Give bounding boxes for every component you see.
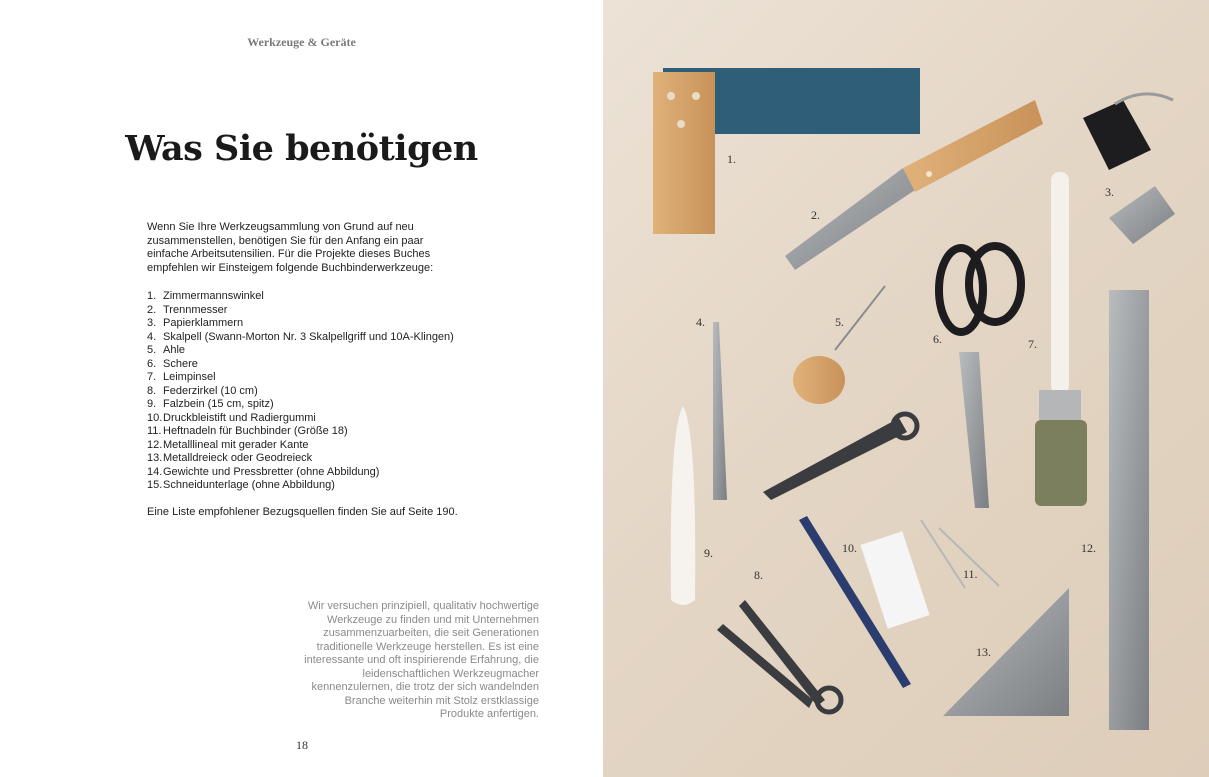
list-item-label: Schere (163, 357, 198, 370)
list-item (147, 479, 454, 493)
list-item (147, 331, 454, 345)
tool-list (147, 290, 454, 493)
awl-icon (793, 286, 885, 404)
list-item-number: 7. (147, 371, 157, 383)
list-item (147, 358, 454, 372)
list-item-number: 6. (147, 357, 157, 370)
binder-clips-icon (1083, 94, 1175, 244)
metal-triangle-icon (943, 588, 1069, 716)
photo-label-6: 6. (933, 332, 942, 346)
list-item-number: 14. (147, 465, 163, 478)
page-number: 18 (296, 738, 308, 752)
tools-illustration (603, 0, 1209, 777)
list-item-number: 3. (147, 317, 157, 329)
scalpel-icon (713, 322, 727, 500)
photo-label-10: 10. (842, 541, 857, 555)
list-item-label: Metalldreieck oder Geodreieck (163, 452, 313, 464)
tools-photo (603, 0, 1209, 777)
list-item-label: Falzbein (15 cm, spitz) (163, 398, 274, 410)
glue-brush-icon (1035, 172, 1087, 506)
list-item-label: Skalpell (Swann-Morton Nr. 3 Skalpellgriff und 10A-Klingen) (163, 330, 454, 343)
page-title: Was Sie benötigen (125, 128, 478, 169)
list-item (147, 452, 454, 466)
list-item-number: 13. (147, 452, 163, 464)
photo-label-9: 9. (704, 546, 713, 560)
list-item-label: Zimmermannswinkel (163, 290, 264, 302)
list-item (147, 466, 454, 480)
list-item-label: Gewichte und Pressbretter (ohne Abbildung) (163, 465, 380, 478)
list-item (147, 344, 454, 358)
list-item (147, 412, 454, 426)
photo-label-3: 3. (1105, 185, 1114, 199)
list-item-number: 8. (147, 384, 157, 397)
list-item-label: Papierklammern (163, 317, 244, 329)
list-item-label: Metalllineal mit gerader Kante (163, 438, 309, 451)
list-item-label: Leimpinsel (163, 371, 216, 383)
photo-label-13: 13. (976, 645, 991, 659)
list-item (147, 371, 454, 385)
list-item (147, 317, 454, 331)
list-item-number: 15. (147, 479, 163, 491)
list-item-number: 9. (147, 398, 157, 410)
list-item-number: 2. (147, 303, 157, 316)
compass-icon (717, 600, 841, 712)
list-item-label: Ahle (163, 344, 186, 356)
photo-label-5: 5. (835, 315, 844, 329)
photo-label-8: 8. (754, 568, 763, 582)
list-item-number: 5. (147, 344, 157, 356)
metal-ruler-icon (1109, 290, 1149, 730)
photo-label-12: 12. (1081, 541, 1096, 555)
photo-label-1: 1. (727, 152, 736, 166)
list-item-number: 10. (147, 411, 163, 424)
list-item (147, 439, 454, 453)
photo-label-7: 7. (1028, 337, 1037, 351)
bone-folder-icon (671, 406, 696, 605)
spring-divider-icon (763, 414, 917, 500)
list-item-number: 4. (147, 330, 157, 343)
list-item-label: Federzirkel (10 cm) (163, 384, 258, 397)
list-item (147, 385, 454, 399)
list-item-label: Trennmesser (163, 303, 228, 316)
binding-needles-icon (921, 520, 999, 588)
pencil-eraser-icon (799, 516, 930, 688)
list-item (147, 304, 454, 318)
pull-quote: Wir versuchen prinzipiell, qualitativ hochwertige Werkzeuge zu finden und mit Unternehmen zusammenzuarbeiten, die seit Generationen traditionelle Werkzeuge herstellen. Es ist eine interessante und oft inspirierende Erfahrung, die leidenschaftlichen Werkzeugmacher kennenzulernen, die trotz der sich wandelnden Branche weiterhin mit Stolz erstklassige Produkte anfertigen. (304, 600, 539, 720)
scissors-icon (939, 246, 1021, 508)
list-item (147, 290, 454, 304)
list-item-number: 11. (147, 425, 162, 437)
list-item-number: 12. (147, 438, 163, 451)
list-item-number: 1. (147, 290, 157, 302)
list-item (147, 398, 454, 412)
sources-note: Eine Liste empfohlener Bezugsquellen finden Sie auf Seite 190. (147, 506, 458, 518)
left-page (0, 0, 603, 777)
list-item (147, 425, 454, 439)
list-item-label: Druckbleistift und Radiergummi (163, 411, 316, 424)
running-head: Werkzeuge & Geräte (247, 35, 356, 49)
photo-label-11: 11. (963, 567, 978, 581)
list-item-label: Schneidunterlage (ohne Abbildung) (163, 479, 335, 491)
photo-label-4: 4. (696, 315, 705, 329)
intro-paragraph: Wenn Sie Ihre Werkzeugsammlung von Grund auf neu zusammenstellen, benötigen Sie für den Anfang ein paar einfache Arbeitsutensilien. Für die Projekte dieses Buches empfehlen wir Einsteigem folgende Buchbinderwerkzeuge: (147, 221, 434, 274)
list-item-label: Heftnadeln für Buchbinder (Größe 18) (163, 425, 348, 437)
photo-label-2: 2. (811, 208, 820, 222)
